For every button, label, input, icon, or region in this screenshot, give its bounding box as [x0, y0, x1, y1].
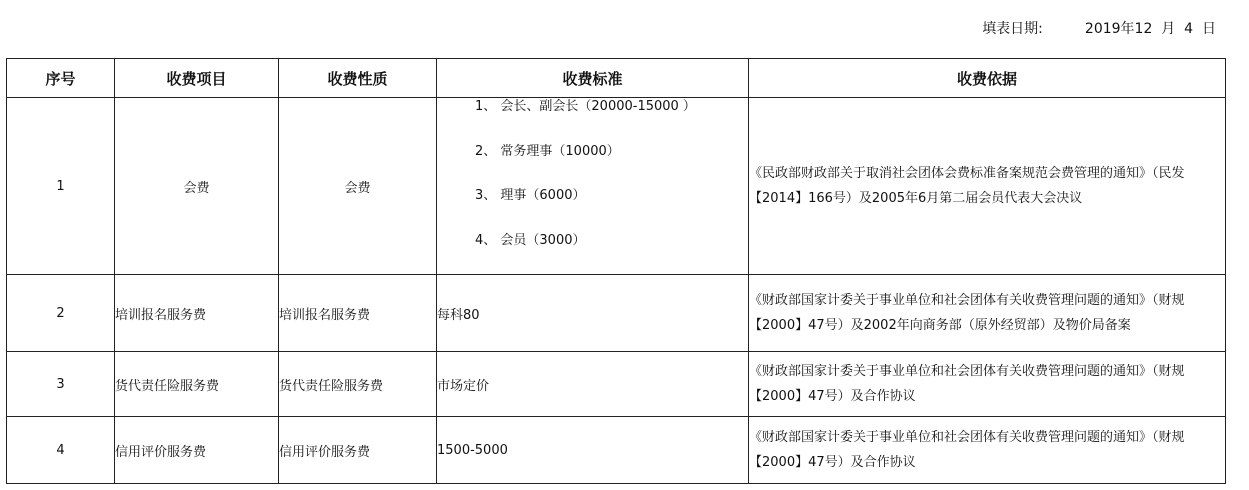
standard-list-item: 1、 会长、副会长（20000-15000 ）	[475, 99, 696, 114]
column-header-no: 序号	[7, 59, 115, 98]
standard-list	[437, 96, 748, 274]
table-row	[7, 417, 1226, 484]
table-header-row	[7, 59, 1226, 98]
table-row	[7, 275, 1226, 352]
cell-no: 1	[7, 98, 115, 275]
standard-list-item: 3、 理事（6000）	[475, 188, 586, 203]
column-header-basis: 收费依据	[749, 59, 1226, 98]
table-row	[7, 98, 1226, 275]
column-header-standard: 收费标准	[437, 59, 749, 98]
fill-date-label: 填表日期:	[982, 21, 1043, 37]
column-header-nature: 收费性质	[279, 59, 437, 98]
cell-item: 信用评价服务费	[115, 417, 279, 484]
cell-nature: 信用评价服务费	[279, 417, 437, 484]
cell-no: 2	[7, 275, 115, 352]
fill-date-day-char: 日	[1202, 21, 1216, 37]
fill-date	[982, 18, 1216, 38]
cell-standard: 市场定价	[437, 352, 749, 417]
cell-nature: 培训报名服务费	[279, 275, 437, 352]
column-header-item: 收费项目	[115, 59, 279, 98]
cell-basis: 《财政部国家计委关于事业单位和社会团体有关收费管理问题的通知》（财规【2000】47号）及2002年向商务部（原外经贸部）及物价局备案	[749, 275, 1226, 352]
cell-item: 培训报名服务费	[115, 275, 279, 352]
cell-no: 4	[7, 417, 115, 484]
cell-basis: 《财政部国家计委关于事业单位和社会团体有关收费管理问题的通知》（财规【2000】47号）及合作协议	[749, 352, 1226, 417]
fill-date-year-month: 2019年12	[1084, 21, 1153, 37]
fee-table	[6, 58, 1226, 484]
cell-basis: 《民政部财政部关于取消社会团体会费标准备案规范会费管理的通知》（民发【2014】166号）及2005年6月第二届会员代表大会决议	[749, 98, 1226, 275]
cell-item: 会费	[115, 98, 279, 275]
cell-item: 货代责任险服务费	[115, 352, 279, 417]
cell-standard: 1500-5000	[437, 417, 749, 484]
cell-no: 3	[7, 352, 115, 417]
cell-basis: 《财政部国家计委关于事业单位和社会团体有关收费管理问题的通知》（财规【2000】47号）及合作协议	[749, 417, 1226, 484]
cell-standard: 每科80	[437, 275, 749, 352]
cell-nature: 货代责任险服务费	[279, 352, 437, 417]
standard-list-item: 2、 常务理事（10000）	[475, 143, 620, 159]
table-row	[7, 352, 1226, 417]
fill-date-day: 4	[1184, 21, 1194, 37]
fill-date-month-char: 月	[1161, 21, 1176, 37]
standard-list-item: 4、 会员（3000）	[475, 232, 586, 248]
cell-standard	[437, 98, 749, 275]
cell-nature: 会费	[279, 98, 437, 275]
